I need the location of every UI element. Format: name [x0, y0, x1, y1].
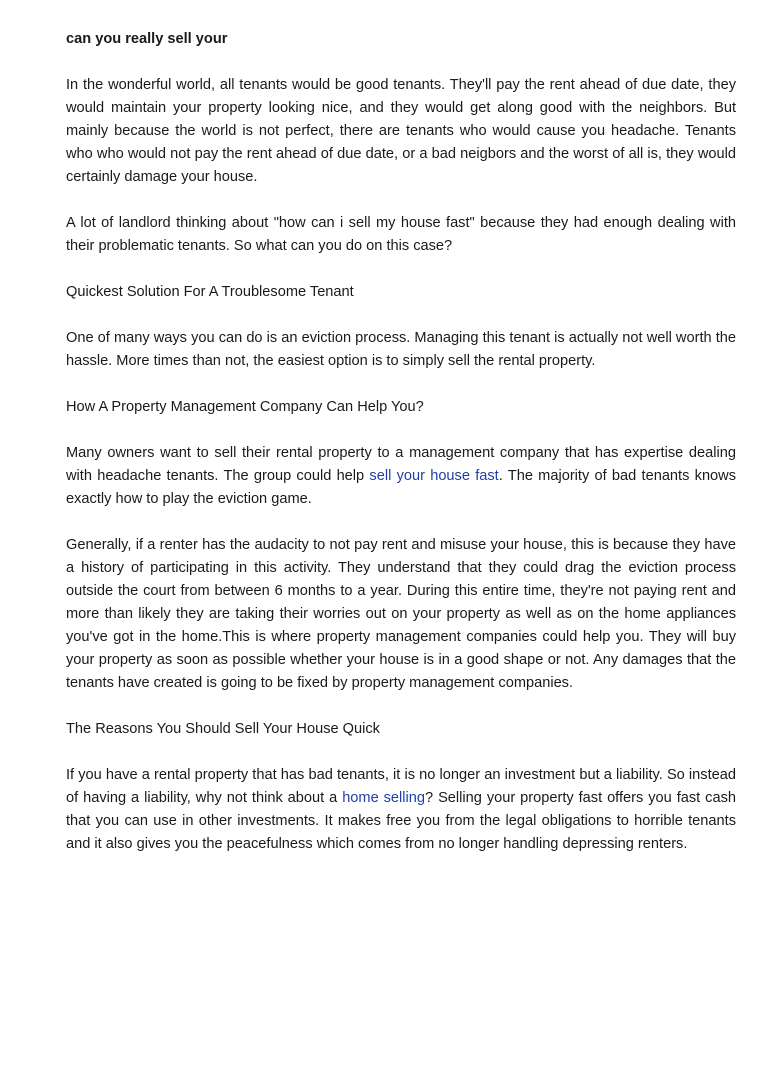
- heading-property-management: How A Property Management Company Can Help You?: [66, 399, 424, 415]
- paragraph-text: If you have a rental property that has bad tenants, it is no longer an investment but a liability. So instead of having a liability, why not think about a: [66, 767, 736, 806]
- sell-your-house-fast-link[interactable]: sell your house fast: [369, 468, 499, 484]
- paragraph-text: . The majority of bad tenants knows exactly how to play the eviction game.: [66, 468, 737, 507]
- heading-reasons-sell: The Reasons You Should Sell Your House Quick: [66, 721, 380, 737]
- paragraph-liability: [66, 764, 736, 856]
- paragraph-management-company: [66, 442, 736, 511]
- paragraph-text: ? Selling your property fast offers you fast cash that you can use in other investments. It makes free you from the legal obligations to horrible tenants and it also gives you the peacefulness which comes from no longer handling depressing renters.: [66, 790, 736, 852]
- paragraph-text: Many owners want to sell their rental property to a management company that has expertise dealing with headache tenants. The group could help: [66, 445, 736, 484]
- paragraph-intro: In the wonderful world, all tenants would be good tenants. They'll pay the rent ahead of due date, they would maintain your property looking nice, and they would get along good with the neighbors. But mainly because the world is not perfect, there are tenants who would cause you headache. Tenants who who would not pay the rent ahead of due date, or a bad neigbors and the worst of all is, they would certainly damage your house.: [66, 77, 736, 185]
- document-title: can you really sell your: [66, 31, 228, 47]
- paragraph-landlord: A lot of landlord thinking about "how can i sell my house fast" because they had enough dealing with their problematic tenants. So what can you do on this case?: [66, 215, 736, 254]
- home-selling-link[interactable]: home selling: [342, 790, 426, 806]
- heading-quickest-solution: Quickest Solution For A Troublesome Tenant: [66, 284, 354, 300]
- paragraph-eviction: One of many ways you can do is an eviction process. Managing this tenant is actually not well worth the hassle. More times than not, the easiest option is to simply sell the rental property.: [66, 330, 736, 369]
- paragraph-renter-history: Generally, if a renter has the audacity to not pay rent and misuse your house, this is because they have a history of participating in this activity. They understand that they could drag the eviction process outside the court from between 6 months to a year. During this entire time, they're not paying rent and more than likely they are taking their worries out on your property as well as on the home appliances you've got in the home.This is where property management companies could help you. They will buy your property as soon as possible whether your house is in a good shape or not. Any damages that the tenants have created is going to be fixed by property management companies.: [66, 537, 736, 691]
